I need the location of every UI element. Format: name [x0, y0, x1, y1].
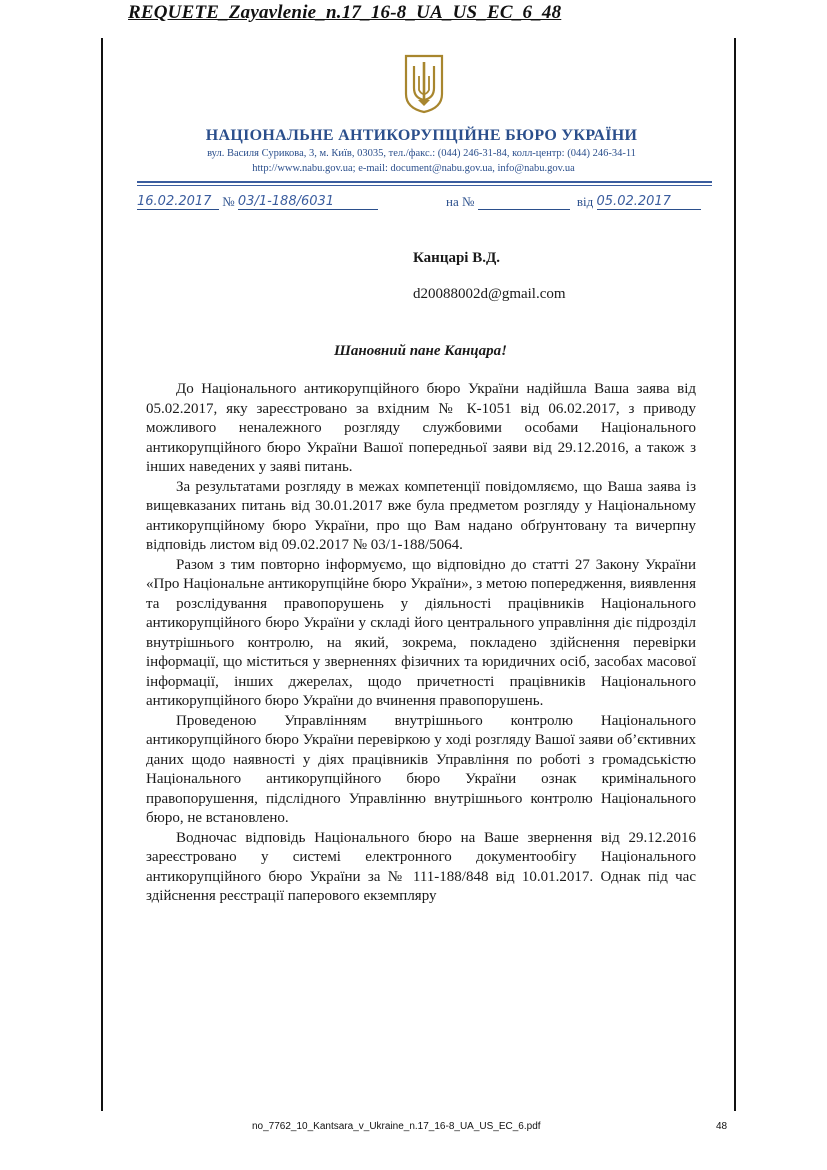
recipient-name: Канцарі В.Д. [413, 250, 501, 266]
organization-address: вул. Василя Сурикова, 3, м. Київ, 03035, тел./факс.: (044) 246-31-84, колл-центр: (044) 246-34-11 [207, 148, 636, 159]
outgoing-date: 16.02.2017 [137, 194, 219, 210]
vid-label: від [576, 194, 594, 209]
paragraph: Разом з тим повторно інформуємо, що відповідно до статті 27 Закону України «Про Національне антикорупційне бюро України», з метою попередження, виявлення та розслідування правопорушень у діяльності працівників Національного антикорупційного бюро України у складі його центрального управління діє підрозділ внутрішнього контролю, на який, зокрема, покладено здійснення перевірки інформації, що міститься у зверненнях фізичних та юридичних осіб, засобах масової інформації, інших джерелах, щодо причетності працівників Національного антикорупційного бюро України до вчинення правопорушень. [146, 556, 696, 709]
footer-filename: no_7762_10_Kantsara_v_Ukraine_n.17_16-8_UA_US_EC_6.pdf [252, 1121, 541, 1132]
letter-body [146, 380, 696, 907]
footer-page-number: 48 [716, 1121, 728, 1132]
letterhead-divider [137, 181, 712, 183]
trident-emblem-icon [402, 54, 446, 114]
na-number-label: на № [446, 194, 475, 209]
page-right-border [734, 38, 736, 1111]
salutation: Шановний пане Канцара! [334, 343, 507, 359]
paragraph: Водночас відповідь Національного бюро на Ваше звернення від 29.12.2016 зареєстровано у системі електронного документообігу Національного антикорупційного бюро України за № 111-188/848 від 10.01.2017. Однак під час здійснення реєстрації паперового екземпляру [146, 829, 696, 904]
paragraph: До Національного антикорупційного бюро України надійшла Ваша заява від 05.02.2017, яку зареєстровано за вхідним № К-1051 від 06.02.2017, з приводу можливого неналежного розгляду службовими особами Національного антикорупційного бюро України Вашої попередньої заяви від 29.12.2016, а також з інших наведених у заяві питань. [146, 381, 696, 475]
incoming-reference [446, 194, 701, 210]
number-label: № [222, 194, 235, 209]
recipient-email: d20088002d@gmail.com [413, 286, 566, 302]
paragraph: Проведеною Управлінням внутрішнього контролю Національного антикорупційного бюро України перевіркою у ході розгляду Вашої заяви об’єктивних даних щодо наявності у діях працівників Управління по роботі з громадськістю Національного антикорупційного бюро України ознак кримінального правопорушення, підслідного Управлінню внутрішнього контролю Національного бюро, не встановлено. [146, 712, 696, 826]
outgoing-number: 03/1-188/6031 [238, 194, 378, 210]
organization-web-contacts: http://www.nabu.gov.ua; e-mail: document@nabu.gov.ua, info@nabu.gov.ua [252, 163, 575, 174]
organization-name: НАЦІОНАЛЬНЕ АНТИКОРУПЦІЙНЕ БЮРО УКРАЇНИ [205, 127, 638, 144]
paragraph: За результатами розгляду в межах компетенції повідомляємо, що Ваша заява із вищевказаних питань від 30.01.2017 вже була предметом розгляду у Національному антикорупційному бюро України, про що Вам надано обґрунтовану та вичерпну відповідь листом від 09.02.2017 № 03/1-188/5064. [146, 478, 696, 553]
incoming-date: 05.02.2017 [597, 194, 701, 210]
incoming-number-blank [478, 209, 570, 210]
outgoing-reference [137, 194, 378, 210]
page-left-border [101, 38, 103, 1111]
document-header-title: REQUETE_Zayavlenie_n.17_16-8_UA_US_EC_6_48 [128, 2, 562, 23]
letterhead-divider-thin [137, 185, 712, 186]
